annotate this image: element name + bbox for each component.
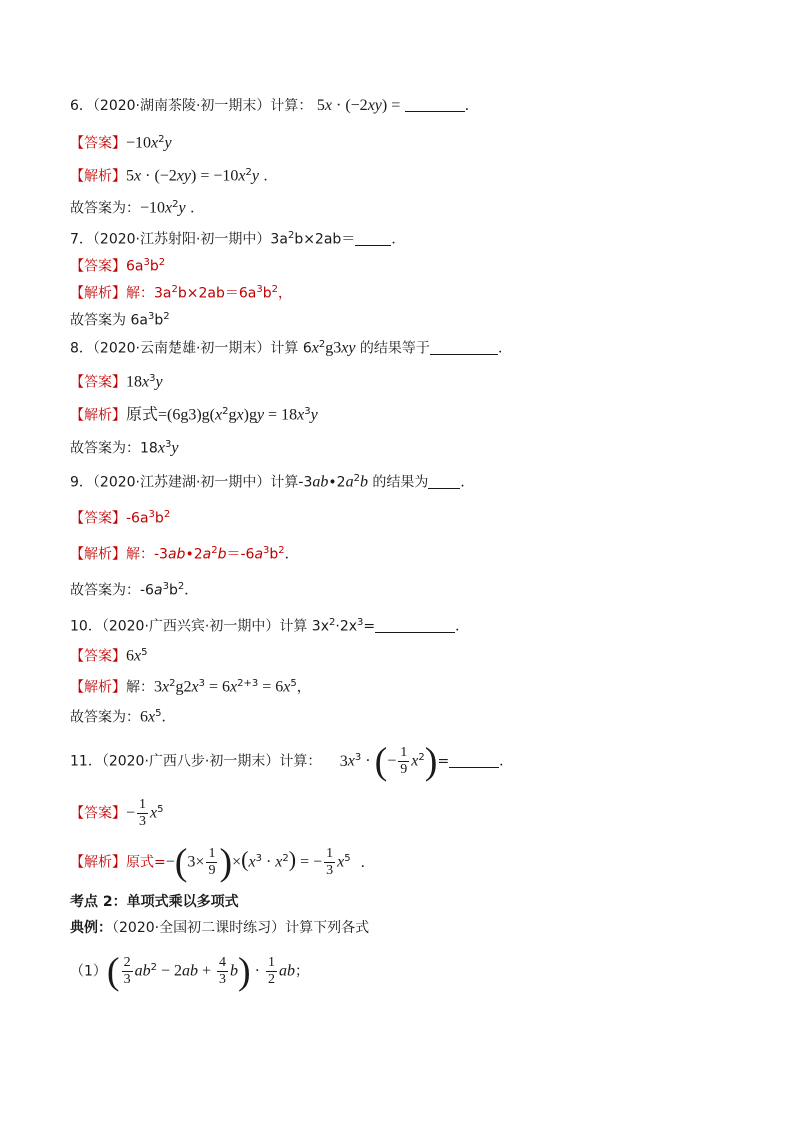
q7-answer: 【答案】$6a^3b^2$ — [70, 257, 166, 275]
right-paren: ) — [219, 841, 233, 884]
answer-blank[interactable] — [430, 340, 498, 355]
q6-final: 故答案为：$-10x^2y$ ． — [70, 199, 205, 217]
q9-analysis: 【解析】解：$-3ab•2a^2b=-6a^3b^2$． — [70, 545, 299, 563]
answer-blank[interactable] — [355, 231, 391, 246]
q8-question: 8．（2020·云南楚雄·初一期末）计算 $6x^2g3xy$ 的结果等于 ． — [70, 339, 512, 357]
fraction: $\frac{2}{3}$ — [123, 955, 131, 988]
q8-final: 故答案为：$18x^3y$ — [70, 439, 179, 457]
q8-analysis: 【解析】原式$=(6g3)g(x^2gx)gy = 18x^3y$ — [70, 406, 318, 424]
q10-answer: 【答案】$6x^5$ — [70, 647, 148, 665]
answer-blank[interactable] — [428, 474, 460, 489]
answer-blank[interactable] — [405, 97, 465, 112]
q6-answer: 【答案】$-10x^2y$ — [70, 134, 172, 152]
q10-final: 故答案为：$6x^5$． — [70, 708, 176, 726]
q9-answer: 【答案】$-6a^3b^2$ — [70, 509, 171, 527]
example-item-1: （1）( $\frac{2}{3}$ $ab^2 - 2ab$ + $\frac{4}{3}$ b) · $\frac{1}{2}$ ab； — [70, 950, 309, 993]
fraction: $\frac{4}{3}$ — [219, 955, 227, 988]
fraction: $\frac{1}{3}$ — [139, 797, 147, 830]
q7-final: 故答案为 $6a^3b^2$ — [70, 311, 170, 329]
example-line: 典例：（2020·全国初二课时练习）计算下列各式 — [70, 920, 370, 936]
right-paren: ) — [238, 950, 251, 993]
answer-blank[interactable] — [449, 753, 499, 768]
q6-analysis: 【解析】$5x \cdot (-2xy) = -10x^2y$ ． — [70, 167, 278, 185]
fraction: $\frac{1}{2}$ — [268, 955, 275, 988]
fraction: $\frac{1}{9}$ — [400, 745, 408, 778]
fraction: $\frac{1}{9}$ — [208, 846, 216, 879]
right-paren: ) — [424, 740, 438, 783]
q11-question: 11．（2020·广西八步·初一期末）计算： $3x^3$ · (− $\frac{1}{9}$ $x^2)=$ ． — [70, 740, 514, 783]
answer-blank[interactable] — [375, 618, 455, 633]
fraction: $\frac{1}{3}$ — [326, 846, 334, 879]
section-title: 考点 2：单项式乘以多项式 — [70, 894, 239, 910]
q10-question: 10．（2020·广西兴宾·初一期中）计算 $3x^2\cdot 2x^3=$ ． — [70, 617, 470, 635]
q7-question: 7．（2020·江苏射阳·初一期中）$3a^2b\times 2ab=$ ． — [70, 230, 406, 248]
q9-question: 9．（2020·江苏建湖·初一期中）计算$-3ab•2a^2b$ 的结果为 ． — [70, 473, 475, 491]
q11-analysis: 【解析】原式=−(3× $\frac{1}{9}$ )$\times(x^3 \cdot x^2)$ = − $\frac{1}{3}$ $x^5$ ． — [70, 841, 375, 884]
q10-analysis: 【解析】解：$3x^2g2x^3 = 6x^{2+3} = 6x^5$， — [70, 678, 311, 696]
q9-final: 故答案为：$-6a^3b^2$． — [70, 581, 199, 599]
q7-analysis: 【解析】解：$3a^2b\times 2ab=6a^3b^2$， — [70, 284, 292, 302]
q11-answer: 【答案】− $\frac{1}{3}$ $x^5$ — [70, 797, 164, 830]
left-paren: ( — [106, 950, 120, 993]
left-paren: ( — [174, 841, 188, 884]
q6-question: 6．（2020·湖南茶陵·初一期末）计算： 5x · (−2xy) = ． — [70, 97, 479, 114]
left-paren: ( — [374, 740, 388, 783]
q8-answer: 【答案】$18x^3y$ — [70, 373, 163, 391]
